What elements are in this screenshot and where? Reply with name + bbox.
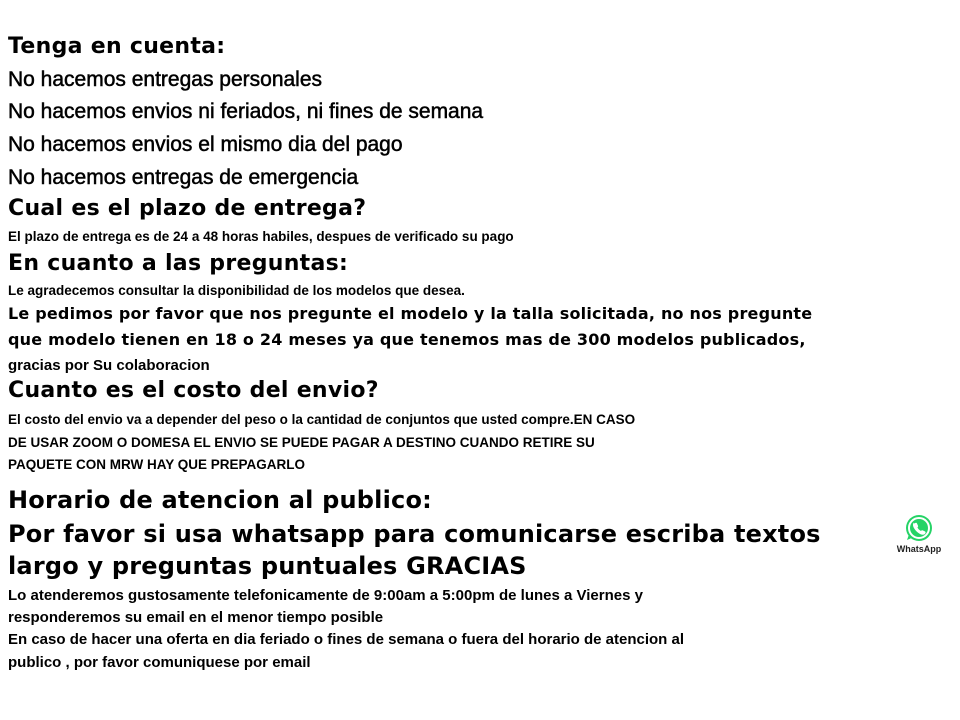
questions-title: En cuanto a las preguntas: — [8, 251, 349, 276]
questions-text: que modelo tienen en 18 o 24 meses ya que tenemos mas de 300 modelos publicados, — [8, 330, 806, 349]
hours-title: Horario de atencion al publico: — [8, 486, 432, 514]
notice-item: No hacemos entregas de emergencia — [8, 166, 359, 189]
questions-text: gracias por Su colaboracion — [8, 357, 210, 374]
whatsapp-label: WhatsApp — [896, 544, 942, 554]
delivery-title: Cual es el plazo de entrega? — [8, 196, 367, 221]
whatsapp-note: Por favor si usa whatsapp para comunicarse escriba textos — [8, 520, 821, 548]
shipping-text: PAQUETE CON MRW HAY QUE PREPAGARLO — [8, 457, 306, 472]
hours-text: responderemos su email en el menor tiempo posible — [8, 609, 384, 626]
shipping-text: El costo del envio va a depender del peso o la cantidad de conjuntos que usted compre.EN CASO — [8, 412, 636, 427]
notice-title: Tenga en cuenta: — [8, 34, 226, 59]
hours-text: publico , por favor comuniquese por email — [8, 654, 311, 671]
hours-text: En caso de hacer una oferta en dia feriado o fines de semana o fuera del horario de atencion al — [8, 631, 685, 648]
notice-item: No hacemos entregas personales — [8, 68, 323, 91]
questions-text: Le pedimos por favor que nos pregunte el modelo y la talla solicitada, no nos pregunte — [8, 304, 813, 323]
notice-item: No hacemos envios ni feriados, ni fines de semana — [8, 100, 484, 123]
shipping-text: DE USAR ZOOM O DOMESA EL ENVIO SE PUEDE PAGAR A DESTINO CUANDO RETIRE SU — [8, 435, 595, 450]
whatsapp-note: largo y preguntas puntuales GRACIAS — [8, 552, 527, 580]
questions-text: Le agradecemos consultar la disponibilidad de los modelos que desea. — [8, 283, 465, 298]
shipping-title: Cuanto es el costo del envio? — [8, 378, 379, 403]
notice-item: No hacemos envios el mismo dia del pago — [8, 133, 403, 156]
delivery-text: El plazo de entrega es de 24 a 48 horas habiles, despues de verificado su pago — [8, 229, 514, 244]
hours-text: Lo atenderemos gustosamente telefonicamente de 9:00am a 5:00pm de lunes a Viernes y — [8, 587, 643, 604]
